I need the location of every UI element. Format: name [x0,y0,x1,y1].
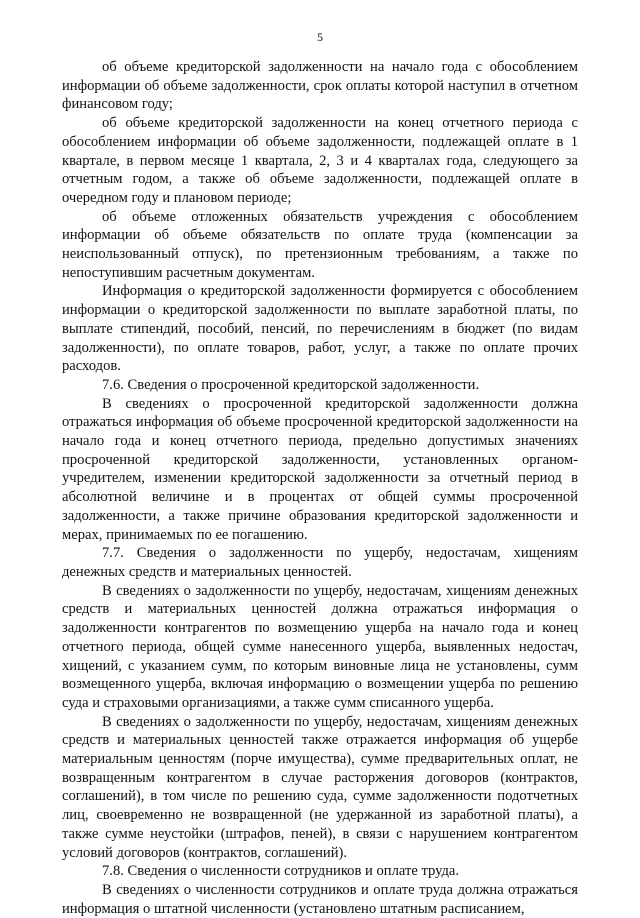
section-heading-7-6: 7.6. Сведения о просроченной кредиторской задолженности. [102,376,480,393]
page-number: 5 [317,30,323,44]
paragraph-deferred-obligations: об объеме отложенных обязательств учреждения с обособлением информации об объеме обязательств по оплате труда (компенсации за неиспользованный отпуск), по претензионным требованиям, а также по непоступившим расчетным документам. [62,208,578,281]
section-heading-7-8: 7.8. Сведения о численности сотрудников и оплате труда. [102,863,460,880]
paragraph-creditor-debt-start-year: об объеме кредиторской задолженности на начало года с обособлением информации об объеме задолженности, срок оплаты которой наступил в отчетном финансовом году; [62,59,578,113]
section-heading-7-7: 7.7. Сведения о задолженности по ущербу, недостачам, хищениям денежных средств и материальных ценностей. [62,545,578,580]
document-body [62,58,578,918]
paragraph-overdue-creditor-debt: В сведениях о просроченной кредиторской задолженности должна отражаться информация об объеме просроченной кредиторской задолженности на начало года и конец отчетного периода, предельно допустимых значениях просроченной кредиторской задолженности, установленных органом-учредителем, изменении кредиторской задолженности за отчетный период в абсолютной величине и в процентах от общей суммы просроченной задолженности, а также причине образования кредиторской задолженности и мерах, принимаемых по ее погашению. [62,395,578,543]
paragraph-damage-debt-additional: В сведениях о задолженности по ущербу, недостачам, хищениям денежных средств и материальных ценностей также отражается информация об ущербе материальным ценностям (порче имущества), сумме предварительных оплат, не возвращенным контрагентом в случае расторжения договоров (контрактов, соглашений), в том числе по решению суда, сумме задолженности подотчетных лиц, своевременно не возвращенной (не удержанной из заработной платы), а также сумме неустойки (штрафов, пеней), в связи с нарушением контрагентом условий договоров (контрактов, соглашений). [62,713,578,861]
paragraph-creditor-debt-end-period: об объеме кредиторской задолженности на конец отчетного периода с обособлением информации об объеме задолженности, подлежащей оплате в 1 квартале, в первом месяце 1 квартала, 2, 3 и 4 кварталах года, следующего за отчетным годом, а также об объеме задолженности, подлежащей оплате в очередном году и плановом периоде; [62,115,578,206]
paragraph-damage-debt-info: В сведениях о задолженности по ущербу, недостачам, хищениям денежных средств и материальных ценностей должна отражаться информация о задолженности контрагентов по возмещению ущерба на начало года и конец отчетного периода, общей сумме нанесенного ущерба, выявленных недостач, хищений, с указанием сумм, по которым виновные лица не установлены, сумм возмещенного ущерба, включая информацию о возмещении ущерба по решению суда и страховыми организациями, а также сумм списанного ущерба. [62,582,578,711]
paragraph-staff-payroll: В сведениях о численности сотрудников и оплате труда должна отражаться информация о штатной численности (установлено штатным расписанием, [62,881,578,917]
paragraph-creditor-info-formation: Информация о кредиторской задолженности формируется с обособлением информации о кредиторской задолженности по выплате заработной платы, по выплате стипендий, пособий, пенсий, по перечислениям в бюджет (по видам задолженности), по оплате товаров, работ, услуг, а также по оплате прочих расходов. [62,283,578,375]
